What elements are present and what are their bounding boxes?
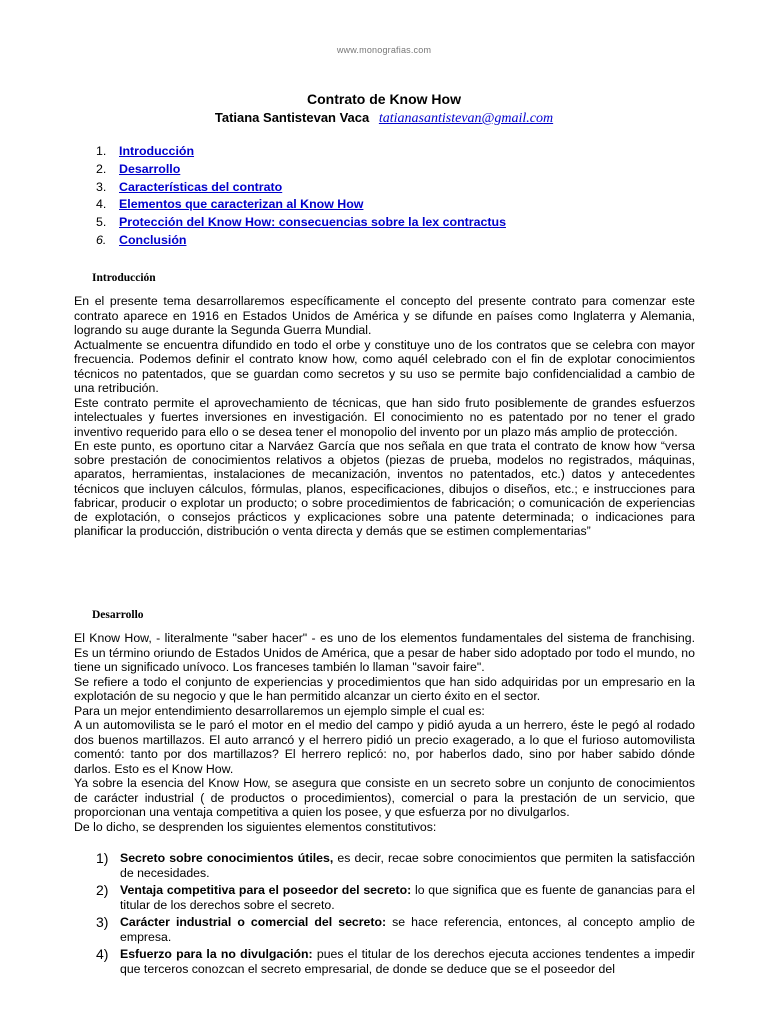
section-heading-desarrollo: Desarrollo	[92, 609, 144, 621]
document-title: Contrato de Know How	[307, 91, 461, 107]
toc-item: 4. Elementos que caracterizan al Know How	[96, 197, 364, 212]
paragraph: Para un mejor entendimiento desarrollaremos un ejemplo simple el cual es:	[74, 703, 485, 718]
toc-item: 5. Protección del Know How: consecuencias sobre la lex contractus	[96, 215, 506, 230]
paragraph: Actualmente se encuentra difundido en todo el orbe y constituye uno de los contratos que se celebra con mayor frecuencia. Podemos definir el contrato know how, como aquél celebrado con el fin de explotar conocimientos técnicos no patentados, que se guardan como secretos y su uso se permite bajo confidencialidad a cambio de una retribución.	[74, 337, 695, 395]
paragraph: Ya sobre la esencia del Know How, se asegura que consiste en un secreto sobre un conjunto de conocimientos de carácter industrial ( de productos o procedimientos), comercial o para la prestación de un servicio, que proporcionan una ventaja competitiva a quien los posee, y que esfuerza por no divulgarlos.	[74, 776, 695, 819]
intro-body	[74, 294, 695, 538]
paragraph: En el presente tema desarrollaremos específicamente el concepto del presente contrato para comenzar este contrato aparece en 1916 en Estados Unidos de América y se difunde en países como Inglaterra y Alemania, logrando su auge durante la Segunda Guerra Mundial.	[74, 294, 695, 337]
section-heading-introduccion: Introducción	[92, 272, 156, 284]
paragraph: De lo dicho, se desprenden los siguientes elementos constitutivos:	[74, 819, 437, 834]
toc-item: 6. Conclusión	[96, 232, 187, 247]
paragraph: A un automovilista se le paró el motor en el medio del campo y pidió ayuda a un herrero, éste le pegó al rodado dos buenos martillazos. El auto arrancó y el herrero pidió un precio exagerado, a lo que el furioso automovilista comentó: tanto por dos martillazos? El herrero replicó: no, por haberlos dado, sino por haber sabido dónde darlos. Esto es el Know How.	[74, 718, 695, 776]
toc-link-conclusion[interactable]: Conclusión	[119, 232, 187, 247]
desarrollo-body	[74, 631, 695, 834]
author-name: Tatiana Santistevan Vaca	[214, 110, 370, 125]
toc-link-elementos[interactable]: Elementos que caracterizan al Know How	[119, 197, 364, 212]
elements-list	[74, 851, 695, 979]
table-of-contents	[96, 143, 506, 250]
list-item: 4) Esfuerzo para la no divulgación: pues el titular de los derechos ejecuta acciones tendentes a impedir que terceros conozcan el secreto empresarial, de donde se deduce que se el poseedor del	[96, 946, 695, 976]
toc-link-desarrollo[interactable]: Desarrollo	[119, 161, 181, 176]
author-email-link[interactable]: tatianasantistevan@gmail.com	[378, 111, 554, 126]
toc-link-introduccion[interactable]: Introducción	[119, 144, 195, 158]
paragraph: En este punto, es oportuno citar a Narváez García que nos señala en que trata el contrato de know how “versa sobre prestación de conocimientos relativos a objetos (piezas de prueba, modelos no registrados, máquinas, aparatos, herramientas, instalaciones de mecanización, inventos no patentados, etc.) datos y antecedentes técnicos que incluyen cálculos, fórmulas, planos, especificaciones, dibujos o diseños, etc.; e instrucciones para fabricar, producir o explotar un producto; o sobre procedimientos de fabricación; o comunicación de experiencias de explotación, o consejos prácticos y explicaciones sobre una patente determinada; o indicaciones para planificar la producción, distribución o venta directa y demás que se estimen complementarias”	[74, 439, 695, 539]
site-url: www.monografias.com	[336, 45, 432, 55]
paragraph: Se refiere a todo el conjunto de experiencias y procedimientos que han sido adquiridas por un empresario en la explotación de su negocio y que le han permitido alcanzar un cierto éxito en el sector.	[74, 674, 695, 703]
list-item: 2) Ventaja competitiva para el poseedor del secreto: lo que significa que es fuente de ganancias para el titular de los derechos sobre el secreto.	[96, 882, 696, 912]
list-item: 3) Carácter industrial o comercial del secreto: se hace referencia, entonces, al concepto amplio de empresa.	[96, 914, 695, 944]
paragraph: El Know How, - literalmente "saber hacer" - es uno de los elementos fundamentales del sistema de franchising. Es un término oriundo de Estados Unidos de América, que a pesar de haber sido adoptado por todo el mundo, no tiene un significado unívoco. Los franceses también lo llaman "savoir faire".	[74, 631, 695, 674]
toc-link-proteccion[interactable]: Protección del Know How: consecuencias sobre la lex contractus	[119, 215, 506, 230]
author-line	[0, 110, 768, 127]
toc-item: 2. Desarrollo	[96, 161, 181, 176]
list-item: 1) Secreto sobre conocimientos útiles, es decir, recae sobre conocimientos que permiten la satisfacción de necesidades.	[96, 850, 695, 880]
paragraph: Este contrato permite el aprovechamiento de técnicas, que han sido fruto posiblemente de grandes esfuerzos intelectuales y fuertes inversiones en investigación. El conocimiento no es patentado por no tener el grado inventivo requerido para ello o se desea tener el monopolio del invento por un plazo más amplio de protección.	[74, 395, 695, 439]
toc-link-caracteristicas[interactable]: Características del contrato	[119, 179, 283, 194]
toc-item: 3. Características del contrato	[96, 179, 283, 194]
toc-item: 1. Introducción	[96, 144, 195, 158]
